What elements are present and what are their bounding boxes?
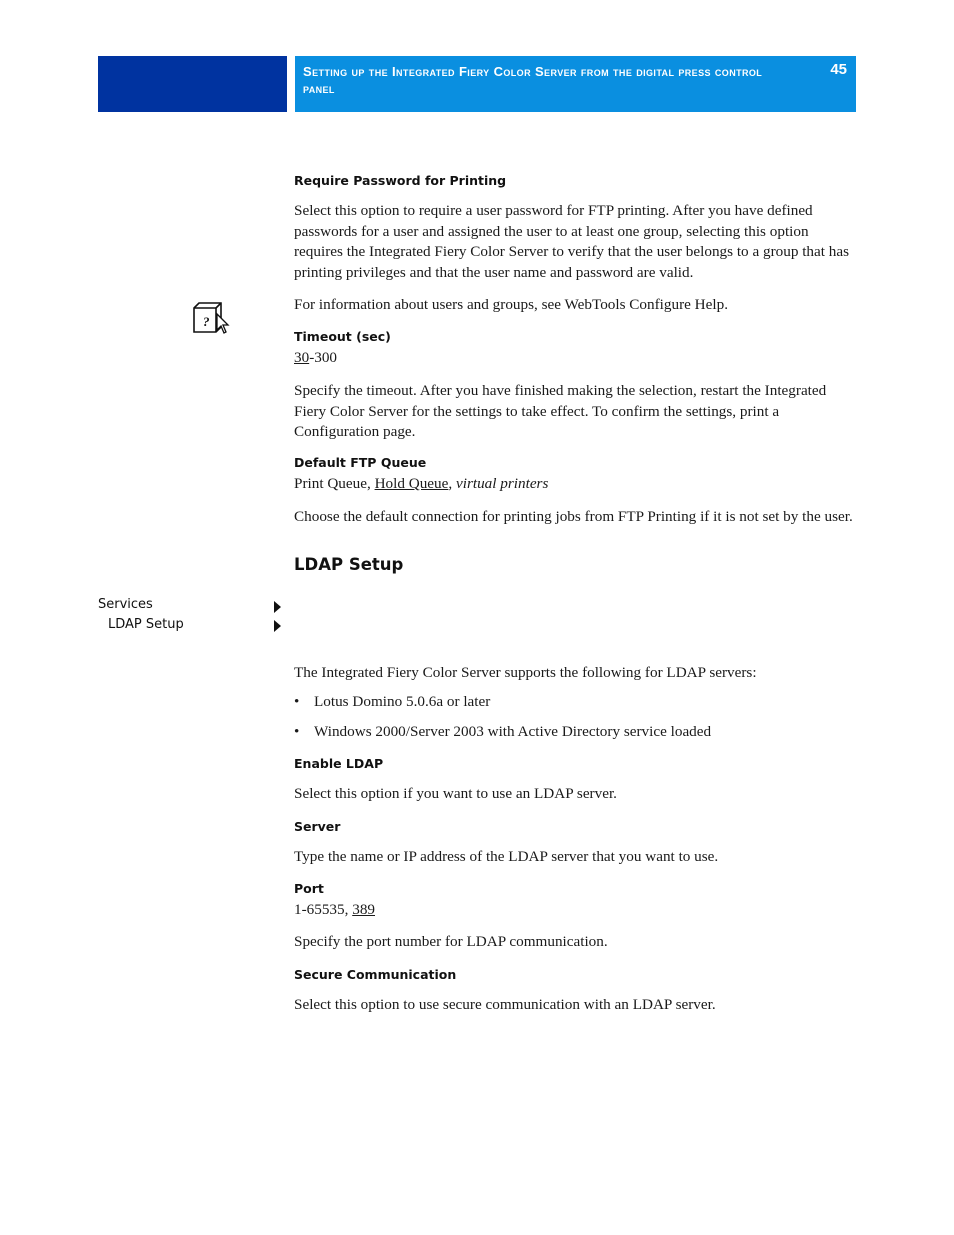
option-hold-queue: Hold Queue [374,475,449,492]
secure-communication-heading: Secure Communication [294,967,457,982]
nav-arrow-right-icon [274,620,281,632]
header-title: Setting up the Integrated Fiery Color Server from the digital press control panel [303,64,763,96]
enable-ldap-body: Select this option if you want to use an LDAP server. [294,785,617,802]
help-icon-glyph: ? [203,314,210,329]
default-ftp-queue-options [294,474,860,495]
timeout-body: Specify the timeout. After you have finished making the selection, restart the Integrated Fiery Color Server for the settings to take effect. To confirm the settings, print a Configuration page. [294,382,827,440]
ldap-setup-title: LDAP Setup [294,555,404,574]
timeout-range-rest: -300 [309,349,338,366]
bullet-icon: • [294,723,300,740]
server-heading: Server [294,819,341,834]
default-ftp-queue-body: Choose the default connection for printing jobs from FTP Printing if it is not set by the user. [294,508,853,525]
port-body: Specify the port number for LDAP communication. [294,933,608,950]
header-left-block [98,56,287,112]
option-virtual-printers: virtual printers [455,475,549,492]
require-password-heading: Require Password for Printing [294,173,507,188]
option-print-queue: Print Queue, [294,475,375,492]
users-groups-note: For information about users and groups, see WebTools Configure Help. [294,296,728,313]
default-ftp-queue-heading: Default FTP Queue [294,455,427,470]
list-item: Windows 2000/Server 2003 with Active Directory service loaded [314,723,712,740]
ldap-intro: The Integrated Fiery Color Server supports the following for LDAP servers: [294,664,757,681]
nav-services: Services [98,597,153,612]
help-icon [191,300,231,336]
option-separator: , [448,475,456,492]
timeout-default: 30 [294,349,310,366]
timeout-heading: Timeout (sec) [294,329,391,344]
timeout-range [294,348,860,369]
secure-communication-body: Select this option to use secure communication with an LDAP server. [294,996,716,1013]
header-bar [295,56,856,112]
enable-ldap-heading: Enable LDAP [294,756,384,771]
require-password-body: Select this option to require a user password for FTP printing. After you have defined passwords for a user and assigned the user to at least one group, selecting this option requires the Integrated Fiery Color Server to verify that the user belongs to a group that has printing privileges and that the user name and password are valid. [294,202,850,281]
bullet-icon: • [294,693,300,710]
nav-arrow-right-icon [274,601,281,613]
page-number: 45 [830,61,847,78]
port-range-text: 1-65535, [294,901,353,918]
list-item: Lotus Domino 5.0.6a or later [314,693,491,710]
server-body: Type the name or IP address of the LDAP server that you want to use. [294,848,719,865]
port-default: 389 [352,901,375,918]
port-range [294,900,860,921]
port-heading: Port [294,881,324,896]
nav-ldap-setup: LDAP Setup [108,617,184,632]
